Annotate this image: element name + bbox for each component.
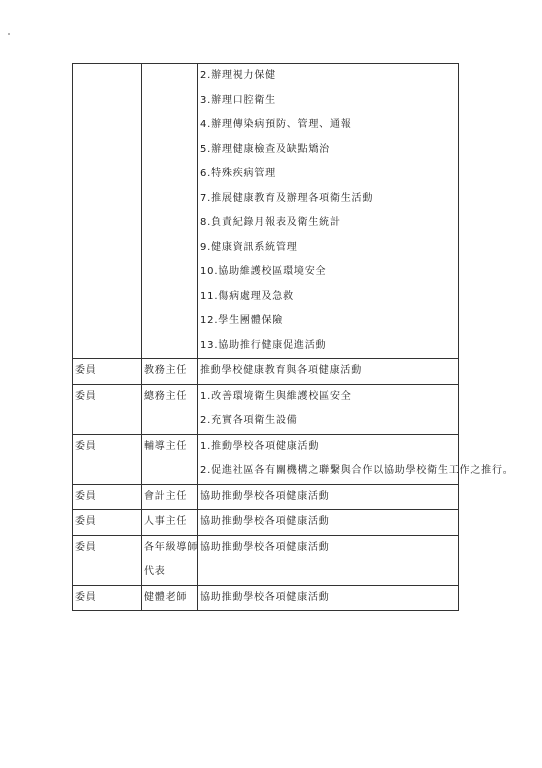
role-cell: 委員 — [73, 484, 142, 510]
duty-item: 4.辦理傳染病預防、管理、通報 — [200, 119, 352, 130]
duty-item: 2.辦理視力保健 — [200, 70, 276, 81]
duty-cell — [198, 434, 514, 484]
duty-item: 13.協助推行健康促進活動 — [200, 339, 327, 351]
role-cell: 委員 — [73, 434, 142, 484]
duty-item: 9.健康資訊系統管理 — [200, 241, 298, 253]
table-row — [73, 585, 459, 611]
duty-cell — [198, 510, 459, 536]
duty-item: 推動學校健康教育與各項健康活動 — [200, 365, 362, 376]
title-cell: 總務主任 — [142, 384, 198, 434]
table-row — [73, 384, 459, 434]
role-cell: 委員 — [73, 510, 142, 536]
duty-cell — [198, 359, 459, 385]
duty-item: 3.辦理口腔衛生 — [200, 94, 276, 106]
duty-cell — [198, 384, 459, 434]
role-cell: 委員 — [73, 384, 142, 434]
duty-cell — [198, 585, 459, 611]
duty-cell — [198, 535, 459, 585]
table-row — [73, 510, 459, 536]
title-cell: 人事主任 — [142, 510, 198, 536]
role-cell — [73, 64, 142, 359]
duty-item: 協助推動學校各項健康活動 — [200, 516, 330, 527]
duty-cell — [198, 484, 459, 510]
duty-item: 1.推動學校各項健康活動 — [200, 440, 320, 452]
table-row — [73, 359, 459, 385]
duty-item: 2.充實各項衛生設備 — [200, 415, 298, 426]
duty-item: 2.促進社區各有關機構之聯繫與合作以協助學校衛生工作之推行。 — [200, 465, 514, 476]
duty-item: 6.特殊疾病管理 — [200, 168, 276, 179]
duty-item: 協助推動學校各項健康活動 — [200, 490, 330, 502]
table-row — [73, 535, 459, 585]
table-row — [73, 64, 459, 359]
table-row — [73, 484, 459, 510]
role-cell: 委員 — [73, 585, 142, 611]
duty-item: 1.改善環境衛生與維護校區安全 — [200, 390, 352, 402]
duty-item: 協助推動學校各項健康活動 — [200, 591, 330, 603]
role-cell: 委員 — [73, 535, 142, 585]
duty-table — [72, 63, 514, 611]
duty-item: 7.推展健康教育及辦理各項衛生活動 — [200, 192, 374, 204]
page-speck — [8, 33, 10, 35]
duty-item: 協助推動學校各項健康活動 — [200, 541, 330, 553]
duty-item: 12.學生團體保險 — [200, 315, 284, 326]
duty-item: 10.協助維護校區環境安全 — [200, 266, 327, 277]
title-cell: 教務主任 — [142, 359, 198, 385]
title-cell — [142, 64, 198, 359]
duty-cell — [198, 64, 459, 359]
duty-item: 8.負責紀錄月報表及衛生統計 — [200, 217, 341, 228]
role-cell: 委員 — [73, 359, 142, 385]
title-cell: 各年級導師 代表 — [142, 535, 198, 585]
title-cell: 會計主任 — [142, 484, 198, 510]
title-cell: 健體老師 — [142, 585, 198, 611]
duty-item: 5.辦理健康檢查及缺點矯治 — [200, 143, 330, 155]
table-row — [73, 434, 459, 484]
title-cell: 輔導主任 — [142, 434, 198, 484]
duty-item: 11.傷病處理及急救 — [200, 290, 294, 302]
